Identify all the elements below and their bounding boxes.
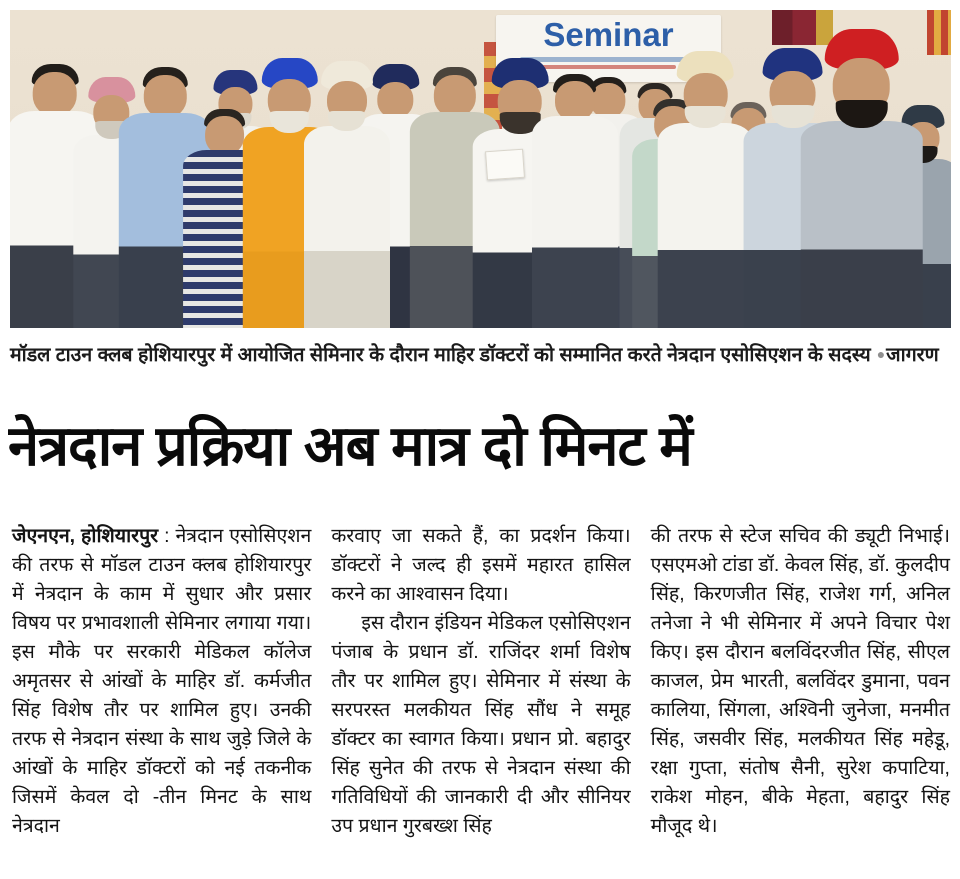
person-figure bbox=[532, 74, 618, 328]
person-body bbox=[658, 123, 753, 328]
seminar-group-photo bbox=[10, 10, 951, 328]
person-figure bbox=[304, 61, 390, 328]
person-body bbox=[800, 121, 923, 328]
credit-bullet-icon: ● bbox=[876, 346, 886, 362]
article-paragraph: की तरफ से स्टेज सचिव की ड्यूटी निभाई। एसएमओ टांडा डॉ. केवल सिंह, डॉ. कुलदीप सिंह, किरणजीत सिंह, राजेश गर्ग, अनिल तनेजा ने भी सेमिनार में अपने विचार पेश किए। इस दौरान बलविंदरजीत सिंह, सीएल काजल, प्रेम भारती, बलविंदर डुमाना, पवन कालिया, सिंगला, अश्विनी जुनेजा, मनमीत सिंह, जसवीर सिंह, मलकीयत सिंह महेडू, रक्षा गुप्ता, संतोष सैनी, सुरेश कपाटिया, राकेश मोहन, बीके मेहता, बहादुर सिंह मौजूद थे। bbox=[650, 525, 950, 837]
person-figure bbox=[658, 51, 753, 328]
article-paragraph bbox=[12, 522, 311, 841]
person-figure bbox=[800, 29, 923, 328]
person-body bbox=[304, 126, 390, 328]
photo-caption bbox=[10, 340, 954, 367]
article-column-1 bbox=[12, 522, 311, 870]
banner-title: Seminar bbox=[543, 16, 674, 54]
caption-text: मॉडल टाउन क्लब होशियारपुर में आयोजित सेमिनार के दौरान माहिर डॉक्टरों को सम्मानित करते नेत्रदान एसोसिएशन के सदस्य bbox=[10, 344, 871, 366]
person-head bbox=[434, 75, 476, 117]
certificate bbox=[485, 149, 525, 181]
article-headline: नेत्रदान प्रक्रिया अब मात्र दो मिनट में bbox=[8, 414, 692, 477]
article-columns bbox=[12, 522, 950, 870]
photo-figures bbox=[10, 10, 951, 328]
person-body bbox=[532, 116, 618, 328]
article-paragraph: करवाए जा सकते हैं, का प्रदर्शन किया। डॉक्टरों ने जल्द ही इसमें महारत हासिल करने का आश्वासन दिया। bbox=[331, 525, 631, 605]
article-column-3 bbox=[651, 522, 950, 870]
person-head bbox=[144, 75, 187, 118]
article-paragraph: इस दौरान इंडियन मेडिकल एसोसिएशन पंजाब के प्रधान डॉ. राजिंदर शर्मा विशेष तौर पर शामिल हुए। सेमिनार में संस्था के सरपरस्त मलकीयत सिंह सौंध ने समूह डॉक्टर का स्वागत किया। प्रधान प्रो. बहादुर सिंह सुनेत की तरफ से नेत्रदान संस्था की गतिविधियों की जानकारी दी और सीनियर उप प्रधान गुरबख्श सिंह bbox=[331, 612, 631, 837]
person-head bbox=[205, 116, 244, 155]
article-column-2 bbox=[331, 522, 630, 870]
person-head bbox=[33, 72, 77, 116]
person-head bbox=[555, 81, 595, 121]
dateline: जेएनएन, होशियारपुर bbox=[12, 525, 159, 547]
paragraph-text: : नेत्रदान एसोसिएशन की तरफ से मॉडल टाउन क्लब होशियारपुर में नेत्रदान के काम में सुधार और प्रसार विषय पर प्रभावशाली सेमिनार लगाया गया। इस मौके पर सरकारी मेडिकल कॉलेज अमृतसर से आंखों के माहिर डॉ. कर्मजीत सिंह विशेष तौर पर शामिल हुए। उनकी तरफ से नेत्रदान संस्था के साथ जुड़े जिले के आंखों के माहिर डॉक्टरों को नई तकनीक जिसमें केवल दो -तीन मिनट के साथ नेत्रदान bbox=[12, 525, 312, 837]
caption-credit: जागरण bbox=[886, 344, 939, 366]
